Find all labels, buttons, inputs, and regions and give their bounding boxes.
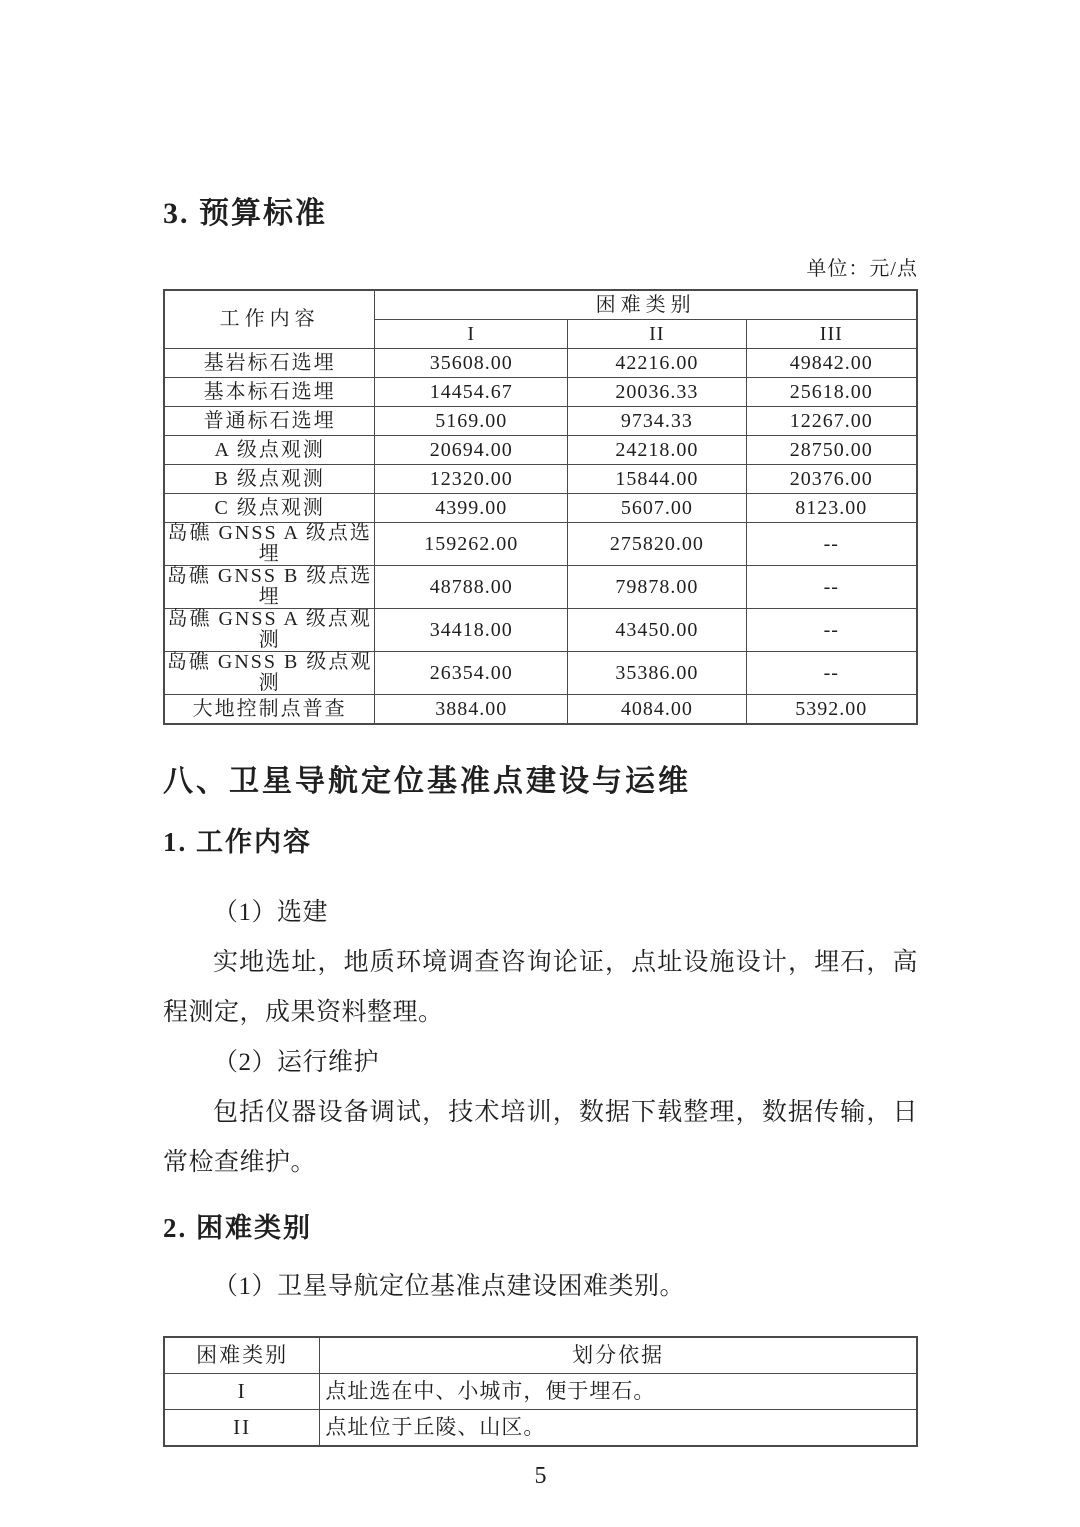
price-cell: -- bbox=[746, 609, 917, 652]
work-item-cell: 基岩标石选埋 bbox=[164, 349, 375, 378]
difficulty-row bbox=[164, 1410, 917, 1447]
difficulty-category-header: 困难类别 bbox=[164, 1337, 320, 1374]
budget-row bbox=[164, 695, 917, 725]
price-cell: 20694.00 bbox=[375, 436, 568, 465]
price-cell: -- bbox=[746, 652, 917, 695]
price-cell: 5607.00 bbox=[568, 494, 746, 523]
budget-row bbox=[164, 378, 917, 407]
work-item-cell: 普通标石选埋 bbox=[164, 407, 375, 436]
price-cell: 3884.00 bbox=[375, 695, 568, 725]
price-cell: 48788.00 bbox=[375, 566, 568, 609]
budget-row bbox=[164, 407, 917, 436]
price-cell: 42216.00 bbox=[568, 349, 746, 378]
price-cell: 35608.00 bbox=[375, 349, 568, 378]
difficulty-col-header: II bbox=[568, 320, 746, 349]
basis-cell: 点址选在中、小城市，便于埋石。 bbox=[320, 1374, 917, 1410]
price-cell: 4399.00 bbox=[375, 494, 568, 523]
category-cell: II bbox=[164, 1410, 320, 1447]
price-cell: 26354.00 bbox=[375, 652, 568, 695]
price-cell: 159262.00 bbox=[375, 523, 568, 566]
budget-table bbox=[163, 289, 918, 725]
work-item-cell: 岛礁 GNSS B 级点选埋 bbox=[164, 566, 375, 609]
price-cell: 14454.67 bbox=[375, 378, 568, 407]
price-cell: 275820.00 bbox=[568, 523, 746, 566]
difficulty-group-header: 困难类别 bbox=[375, 290, 917, 320]
price-cell: 34418.00 bbox=[375, 609, 568, 652]
budget-row bbox=[164, 566, 917, 609]
work-content-header: 工作内容 bbox=[164, 290, 375, 349]
section8-heading: 八、卫星导航定位基准点建设与运维 bbox=[163, 765, 691, 798]
work-item-cell: C 级点观测 bbox=[164, 494, 375, 523]
price-cell: 24218.00 bbox=[568, 436, 746, 465]
page-number: 5 bbox=[534, 1463, 547, 1489]
budget-row bbox=[164, 465, 917, 494]
difficulty-col-header: III bbox=[746, 320, 917, 349]
difficulty-header-row bbox=[164, 1337, 917, 1374]
basis-cell: 点址位于丘陵、山区。 bbox=[320, 1410, 917, 1447]
item-2-title: （2）运行维护 bbox=[213, 1049, 380, 1076]
work-item-cell: 岛礁 GNSS A 级点观测 bbox=[164, 609, 375, 652]
budget-row bbox=[164, 436, 917, 465]
budget-row bbox=[164, 523, 917, 566]
item-1-body: 实地选址，地质环境调查咨询论证，点址设施设计，埋石，高程测定，成果资料整理。 bbox=[163, 949, 918, 1026]
item-1-title: （1）选建 bbox=[213, 899, 329, 926]
work-item-cell: 岛礁 GNSS B 级点观测 bbox=[164, 652, 375, 695]
budget-row bbox=[164, 609, 917, 652]
price-cell: 5169.00 bbox=[375, 407, 568, 436]
difficulty-row bbox=[164, 1374, 917, 1410]
price-cell: 20036.33 bbox=[568, 378, 746, 407]
difficulty-table bbox=[163, 1336, 918, 1447]
work-item-cell: 岛礁 GNSS A 级点选埋 bbox=[164, 523, 375, 566]
price-cell: 12267.00 bbox=[746, 407, 917, 436]
unit-note: 单位：元/点 bbox=[806, 258, 918, 280]
budget-row bbox=[164, 349, 917, 378]
price-cell: 20376.00 bbox=[746, 465, 917, 494]
difficulty-col-header: I bbox=[375, 320, 568, 349]
budget-row bbox=[164, 652, 917, 695]
work-item-cell: A 级点观测 bbox=[164, 436, 375, 465]
price-cell: 12320.00 bbox=[375, 465, 568, 494]
price-cell: 8123.00 bbox=[746, 494, 917, 523]
price-cell: 9734.33 bbox=[568, 407, 746, 436]
price-cell: 35386.00 bbox=[568, 652, 746, 695]
budget-row bbox=[164, 494, 917, 523]
budget-standard-heading: 3. 预算标准 bbox=[163, 197, 327, 230]
work-item-cell: 大地控制点普查 bbox=[164, 695, 375, 725]
difficulty-heading: 2. 困难类别 bbox=[163, 1213, 312, 1243]
price-cell: 79878.00 bbox=[568, 566, 746, 609]
work-item-cell: 基本标石选埋 bbox=[164, 378, 375, 407]
price-cell: 5392.00 bbox=[746, 695, 917, 725]
item-2-body: 包括仪器设备调试，技术培训，数据下载整理，数据传输，日常检查维护。 bbox=[163, 1099, 918, 1176]
price-cell: 15844.00 bbox=[568, 465, 746, 494]
budget-header-row-1 bbox=[164, 290, 917, 320]
price-cell: 25618.00 bbox=[746, 378, 917, 407]
work-item-cell: B 级点观测 bbox=[164, 465, 375, 494]
category-cell: I bbox=[164, 1374, 320, 1410]
price-cell: 28750.00 bbox=[746, 436, 917, 465]
work-content-body bbox=[163, 888, 918, 1188]
price-cell: 43450.00 bbox=[568, 609, 746, 652]
price-cell: -- bbox=[746, 523, 917, 566]
difficulty-intro: （1）卫星导航定位基准点建设困难类别。 bbox=[213, 1273, 686, 1300]
division-basis-header: 划分依据 bbox=[320, 1337, 917, 1374]
price-cell: 4084.00 bbox=[568, 695, 746, 725]
price-cell: -- bbox=[746, 566, 917, 609]
work-content-heading: 1. 工作内容 bbox=[163, 827, 312, 857]
price-cell: 49842.00 bbox=[746, 349, 917, 378]
